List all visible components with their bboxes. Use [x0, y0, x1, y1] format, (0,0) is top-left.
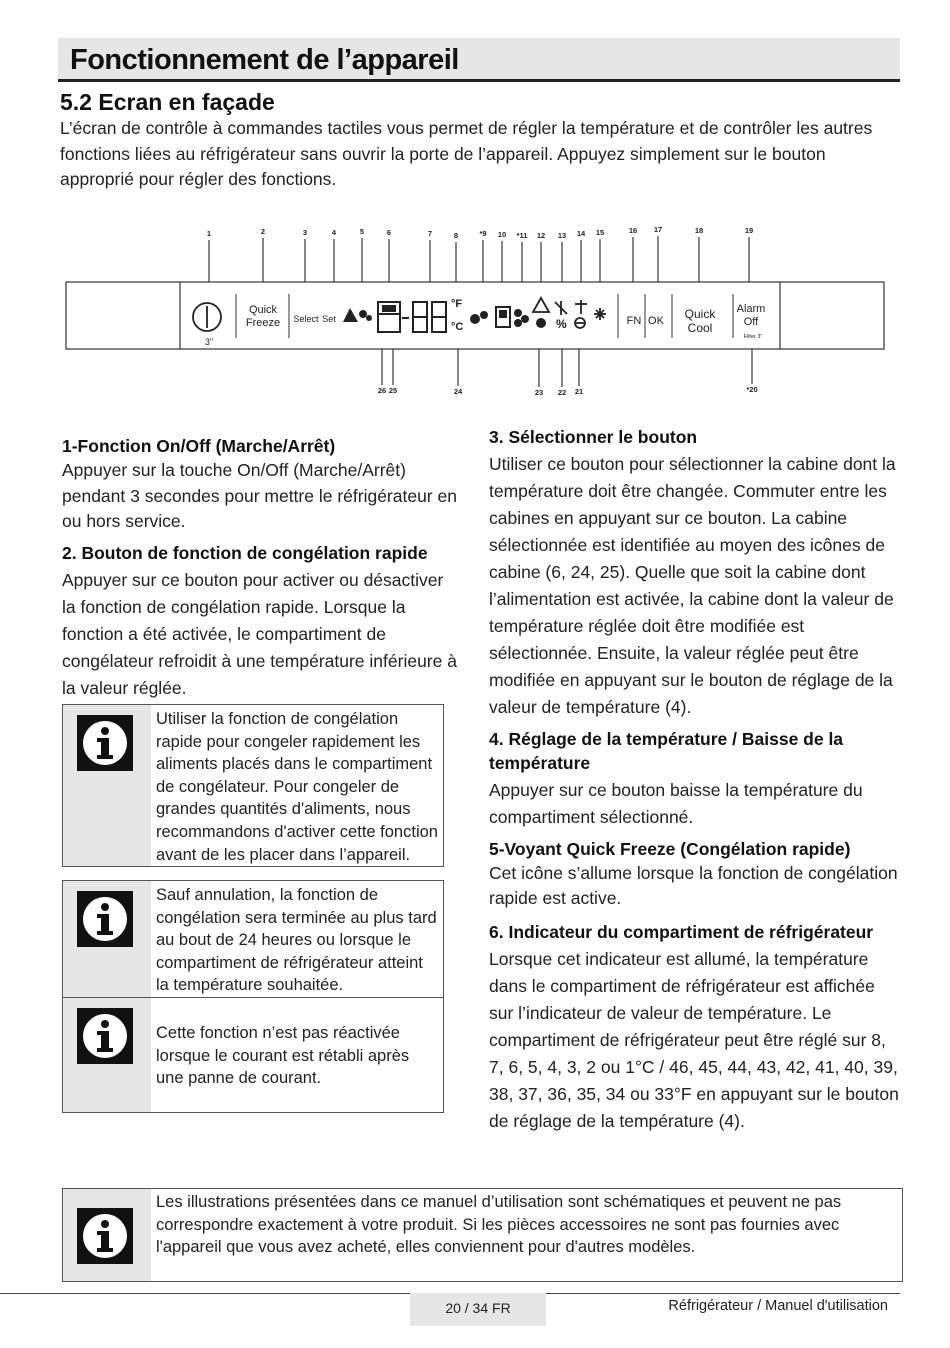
svg-text:%: % [556, 317, 567, 331]
callout-24: 24 [453, 387, 463, 396]
callout-16: 16 [628, 226, 638, 235]
callout-3: 3 [302, 228, 308, 237]
select-label: Select [293, 314, 319, 324]
callout-4: 4 [331, 228, 337, 237]
section-1-text: Appuyer sur la touche On/Off (Marche/Arrêt) pendant 3 secondes pour mettre le réfrigérateur en ou hors service. [62, 460, 457, 531]
section-title: 5.2 Ecran en façade [60, 89, 275, 115]
quick-cool-label-1: Quick [684, 307, 716, 321]
section-6-title: 6. Indicateur du compartiment de réfrigérateur [489, 922, 874, 942]
control-panel-diagram [60, 222, 890, 400]
fn-label: FN [626, 315, 642, 327]
svg-text:°C: °C [451, 321, 464, 333]
ok-label: OK [648, 315, 664, 327]
callout-1: 1 [206, 229, 212, 238]
quick-cool-label-2: Cool [687, 321, 713, 335]
callout-17: 17 [653, 225, 663, 234]
callout-7: 7 [427, 229, 433, 238]
callout-10: 10 [497, 230, 507, 239]
info-box-2-text: Sauf annulation, la fonction de congélation sera terminée au plus tard au bout de 24 heures ou lorsque le compartiment de réfrigérateur atteint la température souhaitée. [156, 886, 437, 995]
callout-13: 13 [557, 231, 567, 240]
info-icon [77, 1208, 133, 1264]
page-header [58, 38, 900, 82]
section-1-title: 1-Fonction On/Off (Marche/Arrêt) [62, 436, 336, 456]
section-3-title: 3. Sélectionner le bouton [489, 427, 698, 447]
callout-20: *20 [746, 385, 758, 394]
info-icon [77, 1008, 133, 1064]
info-box-4-text: Les illustrations présentées dans ce manuel d’utilisation sont schématiques et peuvent ne pas correspondre exactement à votre produit. Si les pièces accessoires ne sont pas fournies avec l'appareil que vous avez acheté, elles conviennent pour d'autres modèles. [156, 1193, 842, 1257]
callout-21: 21 [574, 387, 584, 396]
section-6-text: Lorsque cet indicateur est allumé, la température dans le compartiment de réfrigérateur est affichée sur l’indicateur de valeur de température. Le compartiment de réfrigérateur peut être réglé sur 8, 7, 6, 5, 4, 3, 2 ou 1°C / 46, 45, 44, 43, 42, 41, 40, 39, 38, 37, 36, 35, 34 ou 33°F en appuyant sur le bouton de réglage de la température (4). [489, 949, 899, 1131]
left-column [62, 434, 457, 702]
filter-label: Filter 3" [743, 334, 763, 340]
quick-freeze-label-1: Quick [248, 304, 278, 316]
page-title: Fonctionnement de l’appareil [70, 44, 459, 76]
footer-doc-title: Réfrigérateur / Manuel d'utilisation [668, 1298, 888, 1314]
callout-9: *9 [479, 229, 487, 238]
info-box-3-text: Cette fonction n’est pas réactivée lorsque le courant est rétabli après une panne de courant. [156, 1024, 410, 1088]
callout-18: 18 [694, 226, 704, 235]
section-2-text: Appuyer sur ce bouton pour activer ou désactiver la fonction de congélation rapide. Lorsque la fonction a été activée, le compartiment de congélateur refroidit à une température inférieure à la valeur réglée. [62, 569, 457, 698]
info-box-4 [62, 1188, 903, 1282]
lock-icon [536, 318, 546, 328]
callout-12: 12 [536, 231, 546, 240]
right-column [489, 425, 901, 1135]
info-box-1-text: Utiliser la fonction de congélation rapide pour congeler rapidement les aliments placés dans le compartiment de congélateur. Pour congeler de grandes quantités d'aliments, nous recommandons d'activer cette fonction avant de les placer dans l’appareil. [156, 710, 438, 864]
info-box-3 [62, 997, 444, 1113]
svg-text:°F: °F [451, 298, 463, 310]
info-box-2 [62, 880, 444, 998]
callout-8: 8 [453, 231, 459, 240]
page-number: 20 / 34 FR [410, 1293, 546, 1326]
alarm-label-1: Alarm [736, 303, 766, 315]
callout-2: 2 [260, 227, 266, 236]
info-box-1 [62, 704, 444, 867]
set-label: Set [322, 314, 336, 324]
section-3-text: Utiliser ce bouton pour sélectionner la cabine dont la température doit être changée. Commuter entre les cabines en appuyant sur ce bouton. La cabine sélectionnée est identifiée au moyen des icônes de cabine (6, 24, 25). Quelle que soit la cabine dont l’alimentation est activée, la cabine dont la valeur de température réglée doit être modifiée est sélectionnée. Ensuite, la valeur réglée peut être modifiée en appuyant sur le bouton de réglage de la valeur de température (4). [489, 454, 896, 717]
section-intro: L’écran de contrôle à commandes tactiles vous permet de régler la température et de contrôler les autres fonctions liées au réfrigérateur sans ouvrir la porte de l’appareil. Appuyez simplement sur le bouton approprié pour régler des fonctions. [60, 118, 873, 189]
callout-5: 5 [359, 227, 365, 236]
callout-22: 22 [557, 388, 567, 397]
callout-15: 15 [595, 228, 605, 237]
section-5-text: Cet icône s’allume lorsque la fonction de congélation rapide est active. [489, 863, 898, 908]
percent-icon [556, 317, 567, 331]
callout-25: 25 [388, 386, 398, 395]
callout-14: 14 [576, 229, 586, 238]
section-2-title: 2. Bouton de fonction de congélation rapide [62, 542, 428, 563]
hold-time-label: 3" [204, 337, 214, 347]
alarm-label-2: Off [743, 316, 759, 328]
section-5-title: 5-Voyant Quick Freeze (Congélation rapide) [489, 839, 851, 859]
quick-freeze-label-2: Freeze [245, 317, 281, 329]
callout-6: 6 [386, 228, 392, 237]
info-icon [77, 715, 133, 771]
callout-23: 23 [534, 388, 544, 397]
callout-26: 26 [377, 386, 387, 395]
section-4-title: 4. Réglage de la température / Baisse de la température [489, 729, 844, 773]
info-icon [77, 891, 133, 947]
section-4-text: Appuyer sur ce bouton baisse la température du compartiment sélectionné. [489, 780, 863, 827]
callout-19: 19 [744, 226, 754, 235]
callout-11: *11 [516, 231, 528, 240]
